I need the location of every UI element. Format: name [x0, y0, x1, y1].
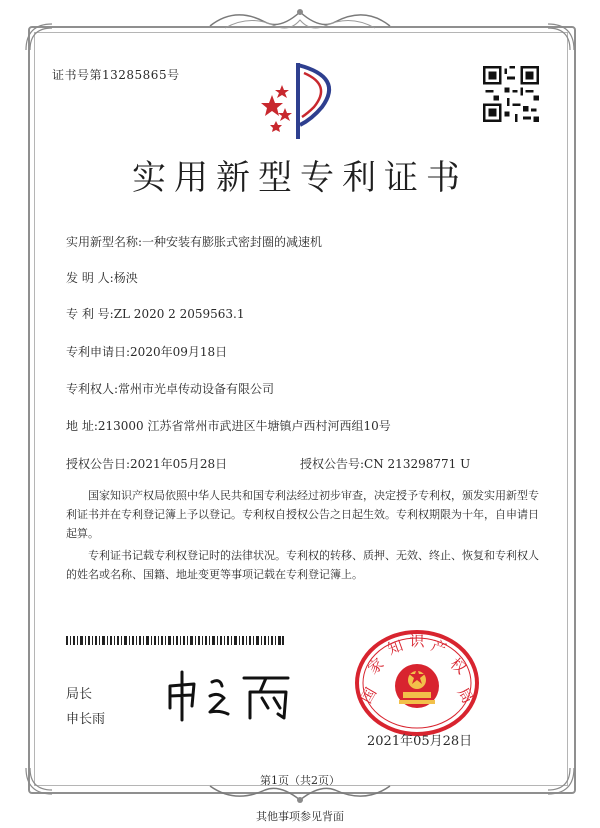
top-ornament-icon	[205, 4, 395, 34]
inventor-row	[66, 269, 138, 286]
seal-date: 2021年05月28日	[367, 734, 473, 749]
utility-model-name-value: 一种安装有膨胀式密封圈的减速机	[142, 235, 323, 249]
grant-statement	[66, 486, 544, 543]
patent-number-row	[66, 305, 245, 322]
footer-note: 其他事项参见背面	[256, 810, 344, 823]
certificate-number: 证书号第13285865号	[52, 68, 180, 82]
grant-paragraph: 国家知识产权局依照中华人民共和国专利法经过初步审查，决定授予专利权，颁发实用新型专利证书并在专利登记簿上予以登记。专利权自授权公告之日起生效。专利权期限为十年，自申请日起算。	[66, 489, 539, 540]
page-number: 第1页（共2页）	[260, 774, 340, 787]
grant-date-value: 2021年05月28日	[130, 457, 228, 471]
svg-text:局: 局	[453, 684, 477, 707]
patent-number-label: 专 利 号:	[66, 307, 114, 321]
utility-model-name-label: 实用新型名称:	[66, 235, 143, 249]
svg-text:家: 家	[364, 654, 388, 678]
corner-ornament-icon	[24, 22, 54, 52]
grant-number-value: CN 213298771 U	[364, 457, 471, 471]
svg-text:权: 权	[446, 654, 470, 678]
svg-text:知: 知	[385, 636, 406, 659]
cnipa-logo-icon	[252, 55, 348, 147]
grant-number-row	[300, 455, 470, 472]
inventor-label: 发 明 人:	[66, 271, 114, 285]
patentee-value: 常州市光卓传动设备有限公司	[118, 382, 275, 396]
svg-text:国: 国	[357, 684, 381, 707]
legal-status-statement	[66, 546, 544, 584]
handwritten-signature-icon	[160, 664, 300, 724]
legal-status-paragraph: 专利证书记载专利权登记时的法律状况。专利权的转移、质押、无效、终止、恢复和专利权人的姓名或名称、国籍、地址变更等事项记载在专利登记簿上。	[66, 549, 539, 581]
filing-date-row	[66, 343, 227, 360]
utility-model-name-row	[66, 233, 322, 250]
filing-date-label: 专利申请日:	[66, 345, 131, 359]
address-label: 地 址:	[66, 419, 98, 433]
address-value: 213000 江苏省常州市武进区牛塘镇卢西村河西组10号	[97, 419, 391, 433]
director-title: 局长	[66, 687, 93, 702]
filing-date-value: 2020年09月18日	[130, 345, 228, 359]
official-seal-icon	[353, 628, 481, 738]
corner-ornament-icon	[546, 22, 576, 52]
grant-number-label: 授权公告号:	[300, 457, 365, 471]
qr-code-icon	[483, 66, 539, 122]
barcode-icon	[66, 636, 284, 645]
patentee-label: 专利权人:	[66, 382, 119, 396]
address-row	[66, 417, 391, 434]
svg-text:识: 识	[409, 632, 425, 650]
svg-text:产: 产	[428, 636, 449, 659]
grant-date-label: 授权公告日:	[66, 457, 131, 471]
patentee-row	[66, 380, 274, 397]
director-name: 申长雨	[66, 712, 106, 727]
inventor-value: 杨泱	[113, 271, 138, 285]
certificate-title: 实用新型专利证书	[132, 158, 468, 198]
grant-date-row	[66, 455, 227, 472]
patent-number-value: ZL 2020 2 2059563.1	[113, 307, 245, 321]
